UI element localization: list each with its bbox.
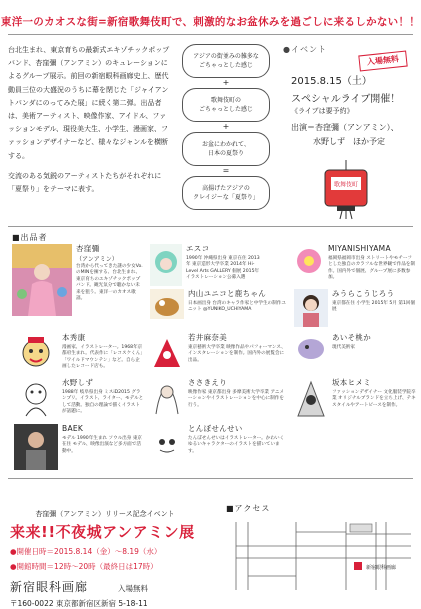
artist-name: 坂本ヒメミ — [332, 378, 371, 387]
concept-box: 高揚げたアジアの クレイジーな「夏祭り」 — [182, 176, 270, 210]
artist-name: ささきえり — [188, 378, 227, 387]
artist-card — [188, 424, 288, 468]
event-live: スペシャルライブ開催！ — [291, 94, 401, 105]
divider — [8, 34, 413, 35]
artist-card — [188, 378, 288, 422]
artist-photo — [14, 378, 58, 418]
artist-description: たんぼせんせいはイラストレーター。かわいくゆるいキャラクターのイラストを描いています。 — [188, 436, 285, 454]
intro-paragraph: 交流のある気鋭のアーティストたちがそれぞれに「夏祭り」をテーマに表す。 — [8, 171, 162, 194]
artist-description: 東京都在住 小学生 2015年 5月 第1回個展 — [332, 301, 416, 313]
artist-name: 内山ユニコと鹿ちゃん — [188, 289, 266, 298]
artist-subname: （アンアミン） — [76, 256, 118, 263]
artist-name: MIYANISHIYAMA — [328, 244, 391, 253]
exhibition-info — [10, 509, 220, 609]
artist-card — [62, 333, 144, 383]
event-date: 2015.8.15（土） — [291, 76, 372, 87]
plus-sign: + — [222, 122, 230, 131]
artist-name: エスコ — [186, 244, 210, 253]
artist-card — [188, 289, 288, 319]
artist-photo — [14, 333, 58, 377]
event-section — [283, 44, 415, 224]
artist-photo — [294, 244, 324, 278]
intro-paragraph: 台北生まれ、東京育ちの最新式エキゾチックポップバンド、杏窪彌（アンアミン）のキュレーションによるグループ展示。前回の新宿眼科画廊史上、歴代動員三位の大盛況のうちに幕を閉じた「ジャイアントパンダにのってみた展」に続く第二弾。出品者は、美術アーティスト、映像作家、アイドル、ファッションモデル、現役美大生、小学生、漫画家、ファッションデザイナーなど、様々なジャンルを横断する。 — [8, 46, 170, 160]
artist-card — [62, 378, 144, 430]
free-entry-badge: 入場無料 — [358, 51, 407, 72]
artist-card — [328, 244, 416, 288]
artists-heading: ■出品者 — [12, 233, 48, 242]
artist-description: 日本画出身 台湾のキャラ作家と中学生の制作ユニット @YUNIKO_UCHIYAMA — [188, 301, 286, 313]
artist-photo — [294, 289, 328, 327]
venue-name: 新宿眼科画廊 — [10, 580, 89, 594]
artist-photo — [150, 244, 182, 286]
access-section — [226, 503, 415, 590]
venue-row — [10, 578, 220, 595]
artist-name: 本秀康 — [62, 333, 86, 342]
event-performers — [291, 121, 399, 149]
artist-photo — [150, 378, 184, 418]
access-map — [226, 516, 415, 592]
artist-description: 現代美術家 — [332, 345, 355, 350]
event-note: 《ライブは要予約》 — [291, 107, 354, 115]
intro-text — [8, 44, 173, 203]
artist-card — [76, 244, 144, 316]
artist-card — [188, 333, 288, 377]
artist-card — [332, 378, 416, 428]
artist-photo — [150, 289, 184, 319]
artist-name: 若井麻奈美 — [188, 333, 227, 342]
artist-name: とんぼせんせい — [188, 424, 243, 433]
equals-sign: = — [222, 166, 230, 175]
concept-flow — [182, 44, 270, 210]
divider — [8, 478, 413, 479]
svg-text:新宿眼科画廊: 新宿眼科画廊 — [366, 565, 397, 571]
concept-box: アジアの街並みの雑多な ごちゃっとした感じ — [182, 44, 270, 78]
artist-description: 漫画家、イラストレーター。1968年京都府生まれ。代表作に「レコスケくん」「ワイルドマウンテン」など。自ら企画したレコード店も。 — [62, 345, 143, 370]
divider — [8, 226, 413, 227]
artist-card — [186, 244, 264, 286]
artist-name: 水野しず — [62, 378, 94, 387]
artist-photo — [294, 333, 328, 363]
performers-line: 水野しず ほか予定 — [313, 137, 385, 146]
artist-photo — [150, 424, 184, 464]
artist-name: BAEK — [62, 424, 84, 433]
svg-text:歌舞伎町: 歌舞伎町 — [333, 181, 359, 189]
event-heading: ●イベント — [283, 45, 327, 54]
exhibition-subtitle: 杏窪彌（アンアミン）リリース記念イベント — [35, 510, 175, 518]
artist-description: ファッションデザイナー 文化服装学院卒業 オリジナルブランドを立ち上げ、テキスタイルやアートピースを制作。 — [332, 390, 416, 408]
artist-description: 1988年 岐阜県出身 ミスiD2015 グランプリ。イラスト、ライター、モデルとして活動。独自の理論で描くイラストが話題に。 — [62, 390, 144, 415]
concept-box: 歌舞伎町の ごちゃっとした感じ — [182, 88, 270, 122]
access-heading: ■アクセス — [226, 504, 271, 513]
artist-card — [332, 289, 416, 327]
concept-box: お盆にわかれて、 日本の夏祭り — [182, 132, 270, 166]
artist-name: 杏窪彌 — [76, 244, 100, 253]
headline: 東洋一のカオスな街=新宿歌舞伎町で、刺激的なお盆休みを過ごしに来るしかない！！ — [0, 16, 421, 28]
performers-line: 出演＝杏窪彌（アンアミン）、 — [291, 123, 399, 132]
artist-photo — [294, 378, 328, 420]
artist-description: 東京藝術大学卒業 映像作品やパフォーマンス、インスタレーションを制作。国内外の展覧会に出品。 — [188, 345, 286, 363]
exhibition-hours: ●開館時間＝12時〜20時（最終日は17時） — [10, 562, 158, 571]
artist-photo — [12, 244, 72, 316]
artist-card — [62, 424, 144, 470]
artist-description: 1990年 沖縄県出身 東京在住 2013年 東京造形大学卒業 2014年 Hi-Level Arts GALLERY 個展 2015年 イラストレーション公募入選 — [186, 256, 260, 281]
artist-description: モデル 1990年生まれ ソウル出身 東京在住 モデル、映像出演など多方面で活動中。 — [62, 436, 143, 454]
artist-description: 福岡県福岡市出身 ストリートやモチーフとした独自のカラフルな世界観で作品を制作。国内外で個展、グループ展に多数参加。 — [328, 256, 416, 281]
lantern-illustration — [317, 160, 375, 220]
artist-card — [332, 333, 416, 363]
free-entry: 入場無料 — [118, 584, 149, 593]
plus-sign: + — [222, 78, 230, 87]
artist-name: みうらこうじろう — [332, 289, 395, 298]
venue-address: 〒160-0022 東京都新宿区新宿 5-18-11 — [10, 599, 148, 608]
artist-description: 映像作家 東京都出身 多摩美術大学卒業 アニメーションやイラストレーションを中心に制作を行う。 — [188, 390, 285, 408]
artist-photo — [150, 333, 184, 371]
artist-name: あいそ桃か — [332, 333, 371, 342]
exhibition-dates: ●開催日時＝2015.8.14（金）〜8.19（水） — [10, 547, 162, 556]
artist-photo — [14, 424, 58, 470]
artist-description: 台湾から代ってきた謎の少女Vo.のMINを擁する、台北生まれ、東京育ちのエキゾチックポップバンド。観光気分で聴かない未来を狙う。東洋一のカオス歌謡。 — [76, 264, 143, 302]
exhibition-title: 来来!!不夜城アンアミン展 — [10, 523, 195, 541]
